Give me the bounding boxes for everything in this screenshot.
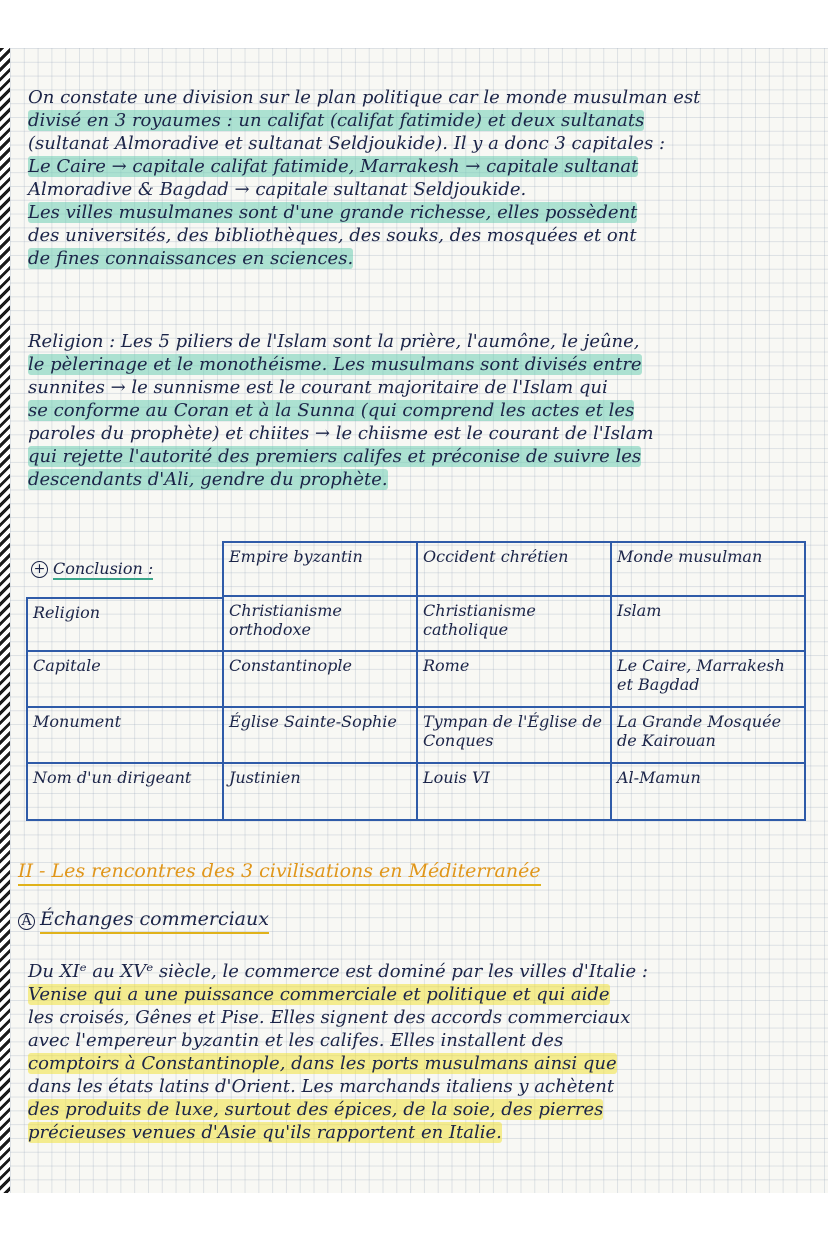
text-line: comptoirs à Constantinople, dans les ports musulmans ainsi que [28,1053,617,1074]
text-line: avec l'empereur byzantin et les califes. Elles installent des [28,1030,564,1051]
row-header: Capitale [26,652,224,708]
section-title: II - Les rencontres des 3 civilisations en Méditerranée [18,860,541,886]
text-line: des produits de luxe, surtout des épices, de la soie, des pierres [28,1099,604,1120]
row-header: Nom d'un dirigeant [26,764,224,821]
text-line: Les villes musulmanes sont d'une grande richesse, elles possèdent [28,202,638,223]
text-line: On constate une division sur le plan politique car le monde musulman est [28,87,701,108]
text-line: sunnites → le sunnisme est le courant majoritaire de l'Islam qui [28,377,608,398]
text-line: Du XIᵉ au XVᵉ siècle, le commerce est dominé par les villes d'Italie : [28,961,648,982]
paragraph-political-division [28,86,700,270]
text-line: (sultanat Almoradive et sultanat Seldjoukide). Il y a donc 3 capitales : [28,133,666,154]
table-cell: Constantinople [224,652,418,708]
table-cell: Tympan de l'Église de Conques [418,708,612,764]
conclusion-heading [26,541,224,597]
table-cell: Christianisme catholique [418,597,612,652]
paragraph-religion [28,330,654,491]
text-line: Religion : Les 5 piliers de l'Islam sont la prière, l'aumône, le jeûne, [28,331,640,352]
table-cell: Al-Mamun [612,764,806,821]
text-line: descendants d'Ali, gendre du prophète. [28,469,388,490]
plus-circle-icon: + [31,561,48,578]
notebook-binding [0,48,10,1193]
text-line: Le Caire → capitale califat fatimide, Marrakesh → capitale sultanat [28,156,639,177]
conclusion-label: Conclusion : [53,558,154,578]
text-line: divisé en 3 royaumes : un califat (califat fatimide) et deux sultanats [28,110,645,131]
table-cell: Rome [418,652,612,708]
text-line: dans les états latins d'Orient. Les marchands italiens y achètent [28,1076,615,1097]
table-cell: Louis VI [418,764,612,821]
subsection-heading [18,908,269,934]
text-line: les croisés, Gênes et Pise. Elles signent des accords commerciaux [28,1007,631,1028]
text-line: paroles du prophète) et chiites → le chiisme est le courant de l'Islam [28,423,654,444]
column-header: Empire byzantin [224,541,418,597]
conclusion-table [26,541,806,821]
row-header: Religion [26,597,224,652]
table-cell: Islam [612,597,806,652]
column-header: Occident chrétien [418,541,612,597]
text-line: de fines connaissances en sciences. [28,248,354,269]
subsection-title: Échanges commerciaux [40,908,269,934]
text-line: se conforme au Coran et à la Sunna (qui comprend les actes et les [28,400,635,421]
table-cell: Le Caire, Marrakesh et Bagdad [612,652,806,708]
table-cell: La Grande Mosquée de Kairouan [612,708,806,764]
notebook-page [10,48,828,1193]
text-line: le pèlerinage et le monothéisme. Les musulmans sont divisés entre [28,354,642,375]
text-line: qui rejette l'autorité des premiers califes et préconise de suivre les [28,446,642,467]
paragraph-trade [28,960,648,1144]
text-line: Venise qui a une puissance commerciale et politique et qui aide [28,984,610,1005]
table-cell: Christianisme orthodoxe [224,597,418,652]
table-cell: Justinien [224,764,418,821]
text-line: des universités, des bibliothèques, des souks, des mosquées et ont [28,225,637,246]
letter-a-circle-icon: A [18,913,35,930]
text-line: précieuses venues d'Asie qu'ils rapportent en Italie. [28,1122,502,1143]
text-line: Almoradive & Bagdad → capitale sultanat Seldjoukide. [28,179,527,200]
table-cell: Église Sainte-Sophie [224,708,418,764]
column-header: Monde musulman [612,541,806,597]
row-header: Monument [26,708,224,764]
